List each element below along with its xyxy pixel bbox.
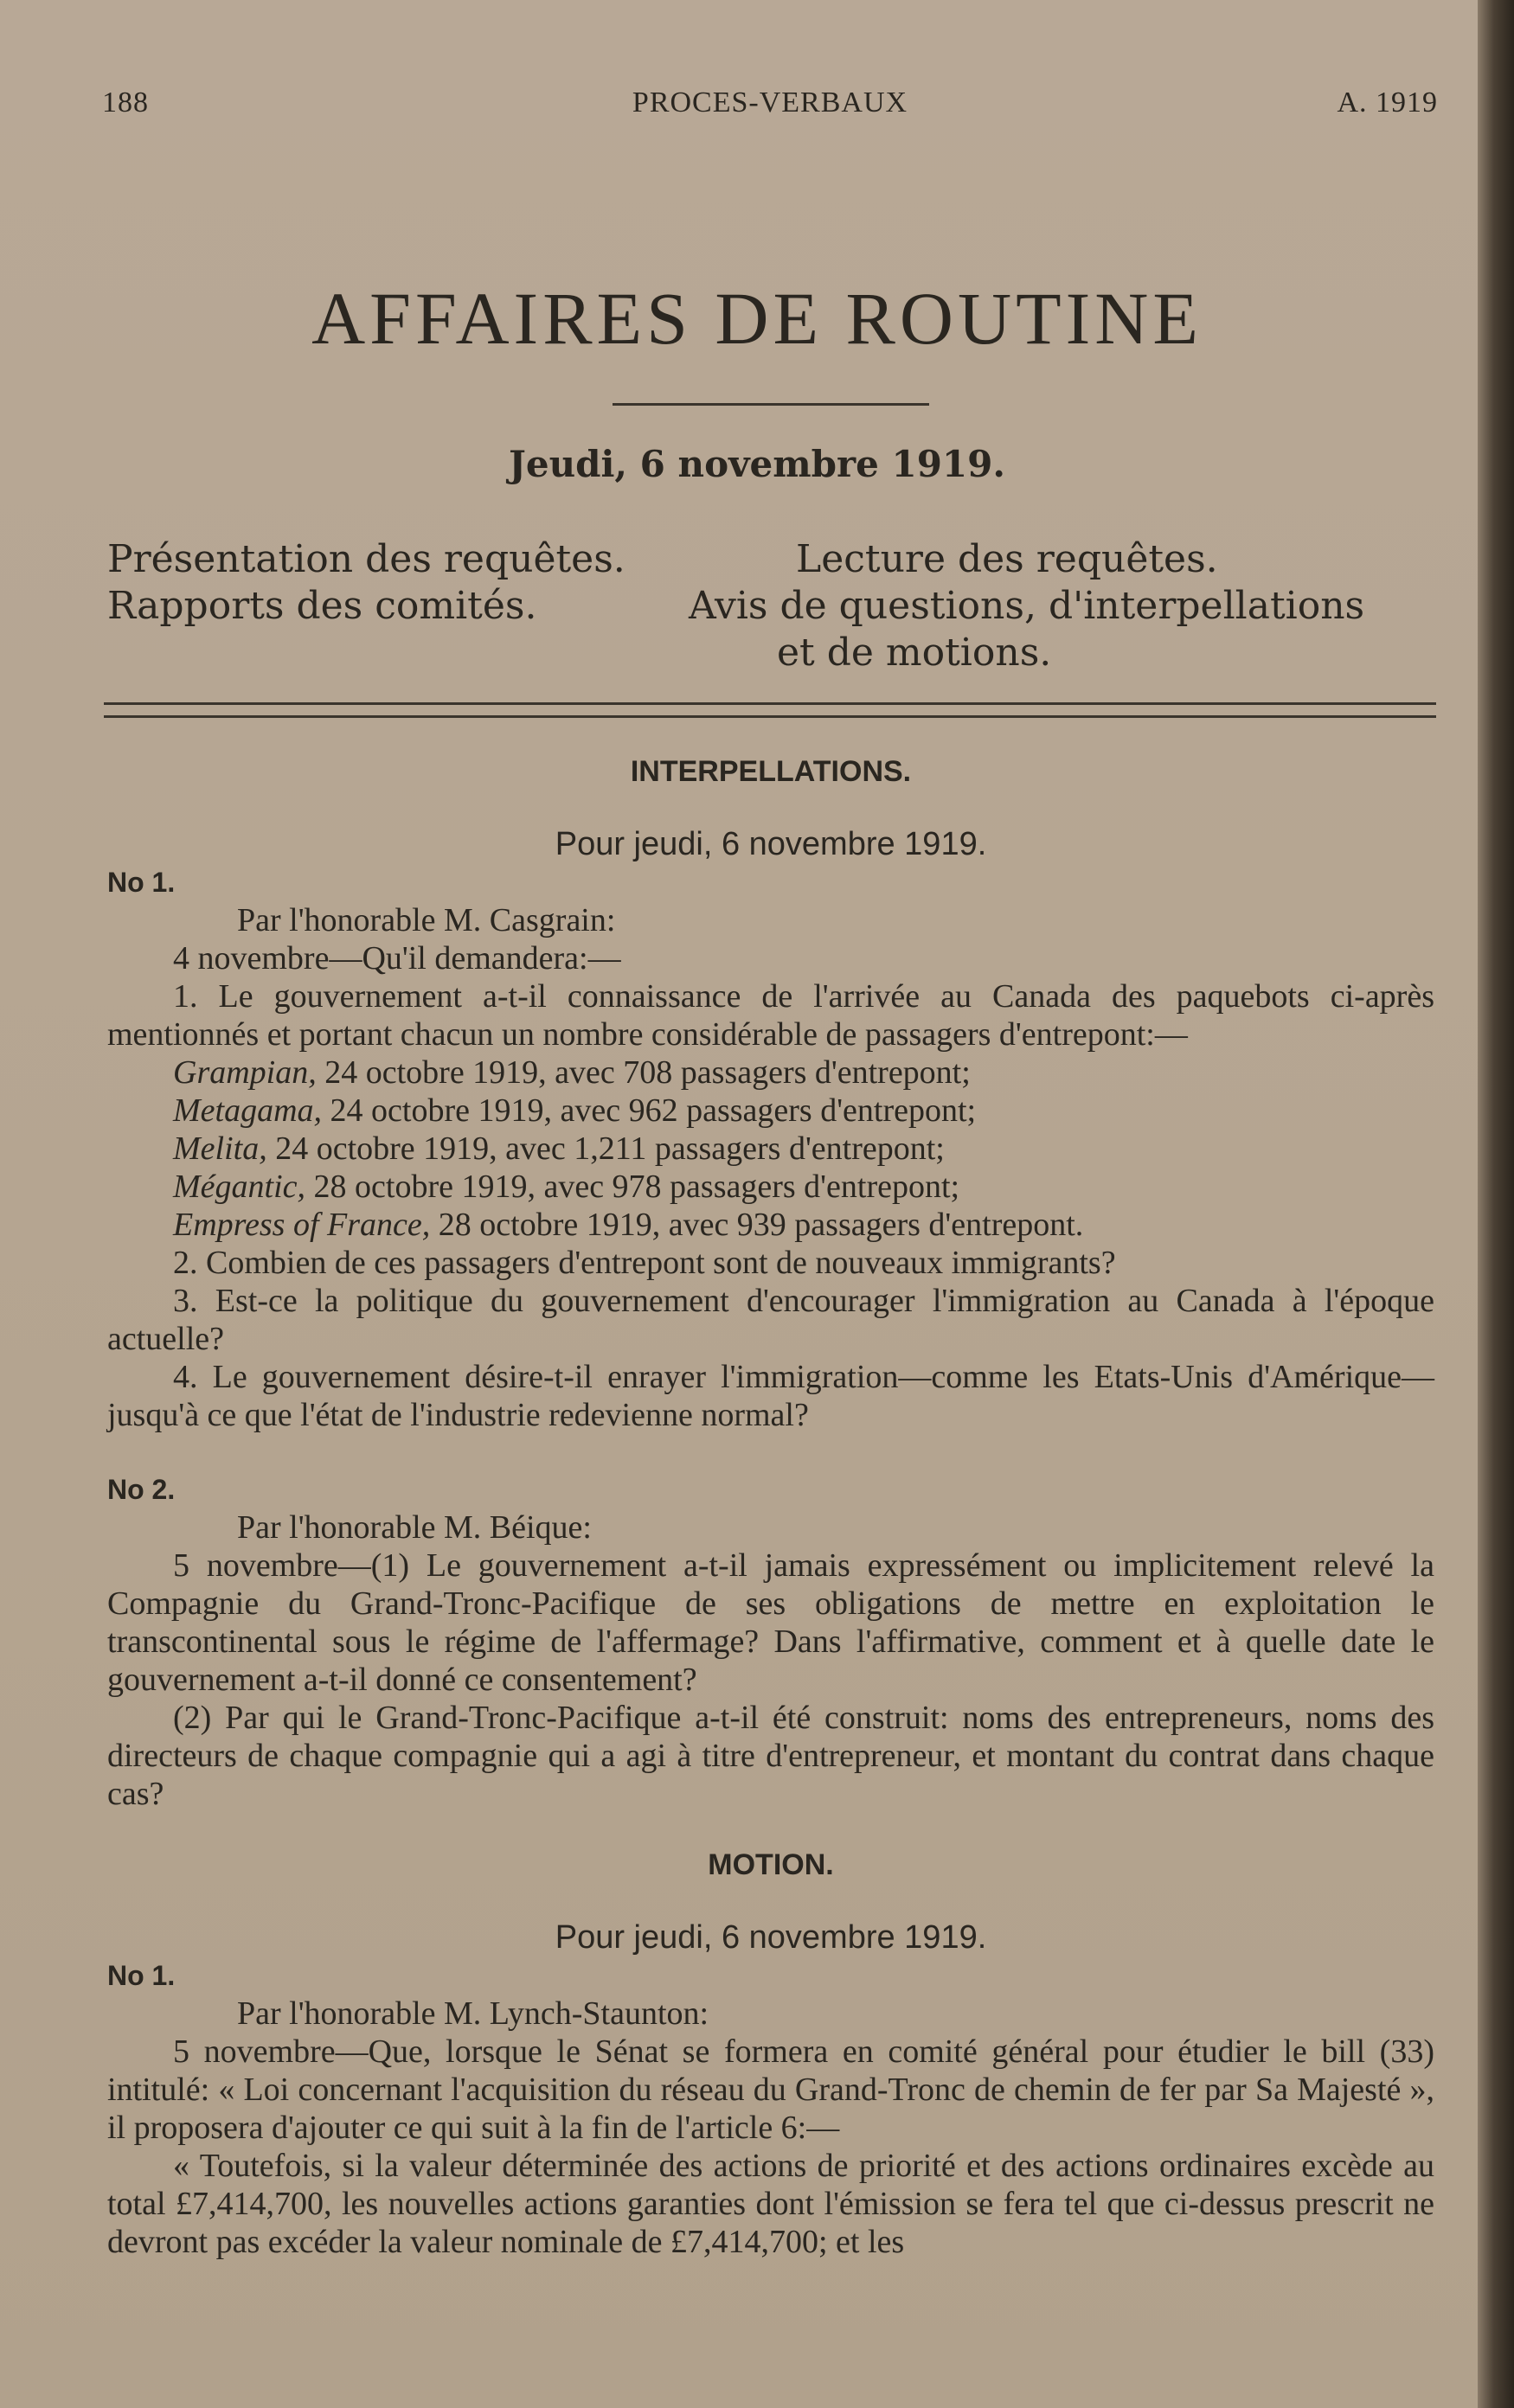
section-date: Pour jeudi, 6 novembre 1919. — [555, 826, 987, 862]
page-number: 188 — [102, 86, 149, 118]
item-author: Par l'honorable M. Lynch-Staunton: — [237, 1995, 709, 2032]
ship-name: Metagama, — [173, 1092, 323, 1129]
ship-detail: 24 octobre 1919, avec 962 passagers d'entrepont; — [322, 1092, 977, 1129]
page-title: AFFAIRES DE ROUTINE — [311, 277, 1203, 360]
item-number: No 1. — [107, 1960, 176, 1991]
order-item: Avis de questions, d'interpellations — [689, 584, 1365, 628]
ship-name: Grampian, — [173, 1054, 317, 1091]
ship-line — [107, 1168, 1434, 1206]
ship-name: Mégantic, — [173, 1169, 306, 1205]
item-author: Par l'honorable M. Casgrain: — [237, 902, 616, 938]
ship-detail: 24 octobre 1919, avec 708 passagers d'entrepont; — [316, 1054, 971, 1091]
ship-name: Empress of France, — [173, 1207, 431, 1243]
ship-detail: 24 octobre 1919, avec 1,211 passagers d'entrepont; — [266, 1130, 945, 1167]
section-date: Pour jeudi, 6 novembre 1919. — [555, 1919, 987, 1956]
question-3: 3. Est-ce la politique du gouvernement d'encourager l'immigration au Canada à l'époque actuelle? — [107, 1283, 1434, 1357]
question-2: 2. Combien de ces passagers d'entrepont sont de nouveaux immigrants? — [173, 1245, 1116, 1281]
interpellation-paragraph: 5 novembre—(1) Le gouvernement a-t-il jamais expressément ou implicitement relevé la Compagnie du Grand-Tronc-Pacifique de ses obligations de mettre en exploitation le transcontinental sous le régime de l'affermage? Dans l'affirmative, comment et à quelle date le gouvernement a-t-il donné ce consentement? — [107, 1547, 1434, 1698]
question-1: 1. Le gouvernement a-t-il connaissance de l'arrivée au Canada des paquebots ci-après mentionnés et portant chacun un nombre considérable de passagers d'entrepont:— — [107, 978, 1434, 1053]
running-header — [102, 86, 1438, 130]
order-item: et de motions. — [777, 631, 1052, 675]
item-author: Par l'honorable M. Béique: — [237, 1509, 592, 1546]
ship-detail: 28 octobre 1919, avec 939 passagers d'entrepont. — [430, 1207, 1084, 1243]
running-title: PROCES-VERBAUX — [632, 86, 908, 118]
question-4: 4. Le gouvernement désire-t-il enrayer l'immigration—comme les Etats-Unis d'Amérique—jusqu'à ce que l'état de l'industrie redevienne normal? — [107, 1359, 1434, 1433]
ship-line — [107, 1206, 1434, 1244]
item-intro: 4 novembre—Qu'il demandera:— — [173, 940, 621, 977]
session-year: A. 1919 — [1337, 86, 1438, 118]
interpellation-paragraph: (2) Par qui le Grand-Tronc-Pacifique a-t-il été construit: noms des entrepreneurs, noms des directeurs de chaque compagnie qui a agi à titre d'entrepreneur, et montant du contrat dans chaque cas? — [107, 1700, 1434, 1812]
item-number: No 1. — [107, 867, 176, 898]
date-heading: Jeudi, 6 novembre 1919. — [508, 443, 1005, 485]
order-item: Lecture des requêtes. — [796, 537, 1218, 581]
motion-paragraph: 5 novembre—Que, lorsque le Sénat se formera en comité général pour étudier le bill (33) intitulé: « Loi concernant l'acquisition du réseau du Grand-Tronc de chemin de fer par Sa Majesté », il proposera d'ajouter ce qui suit à la fin de l'article 6:— — [107, 2033, 1434, 2146]
ship-line — [107, 1130, 1434, 1168]
section-heading: INTERPELLATIONS. — [630, 755, 912, 788]
ship-line — [107, 1054, 1434, 1092]
order-item: Présentation des requêtes. — [107, 537, 625, 581]
section-double-rule — [104, 702, 1436, 718]
ship-name: Melita, — [173, 1130, 267, 1167]
order-item: Rapports des comités. — [107, 584, 537, 628]
ship-detail: 28 octobre 1919, avec 978 passagers d'entrepont; — [305, 1169, 960, 1205]
motion-paragraph: « Toutefois, si la valeur déterminée des actions de priorité et des actions ordinaires excède au total £7,414,700, les nouvelles actions garanties dont l'émission se fera tel que ci-dessus prescrit ne devront pas excéder la valeur nominale de £7,414,700; et les — [107, 2148, 1434, 2260]
section-heading: MOTION. — [708, 1848, 834, 1881]
page-body — [107, 752, 1434, 2261]
title-rule — [613, 403, 929, 406]
item-number: No 2. — [107, 1474, 176, 1505]
ship-line — [107, 1092, 1434, 1130]
